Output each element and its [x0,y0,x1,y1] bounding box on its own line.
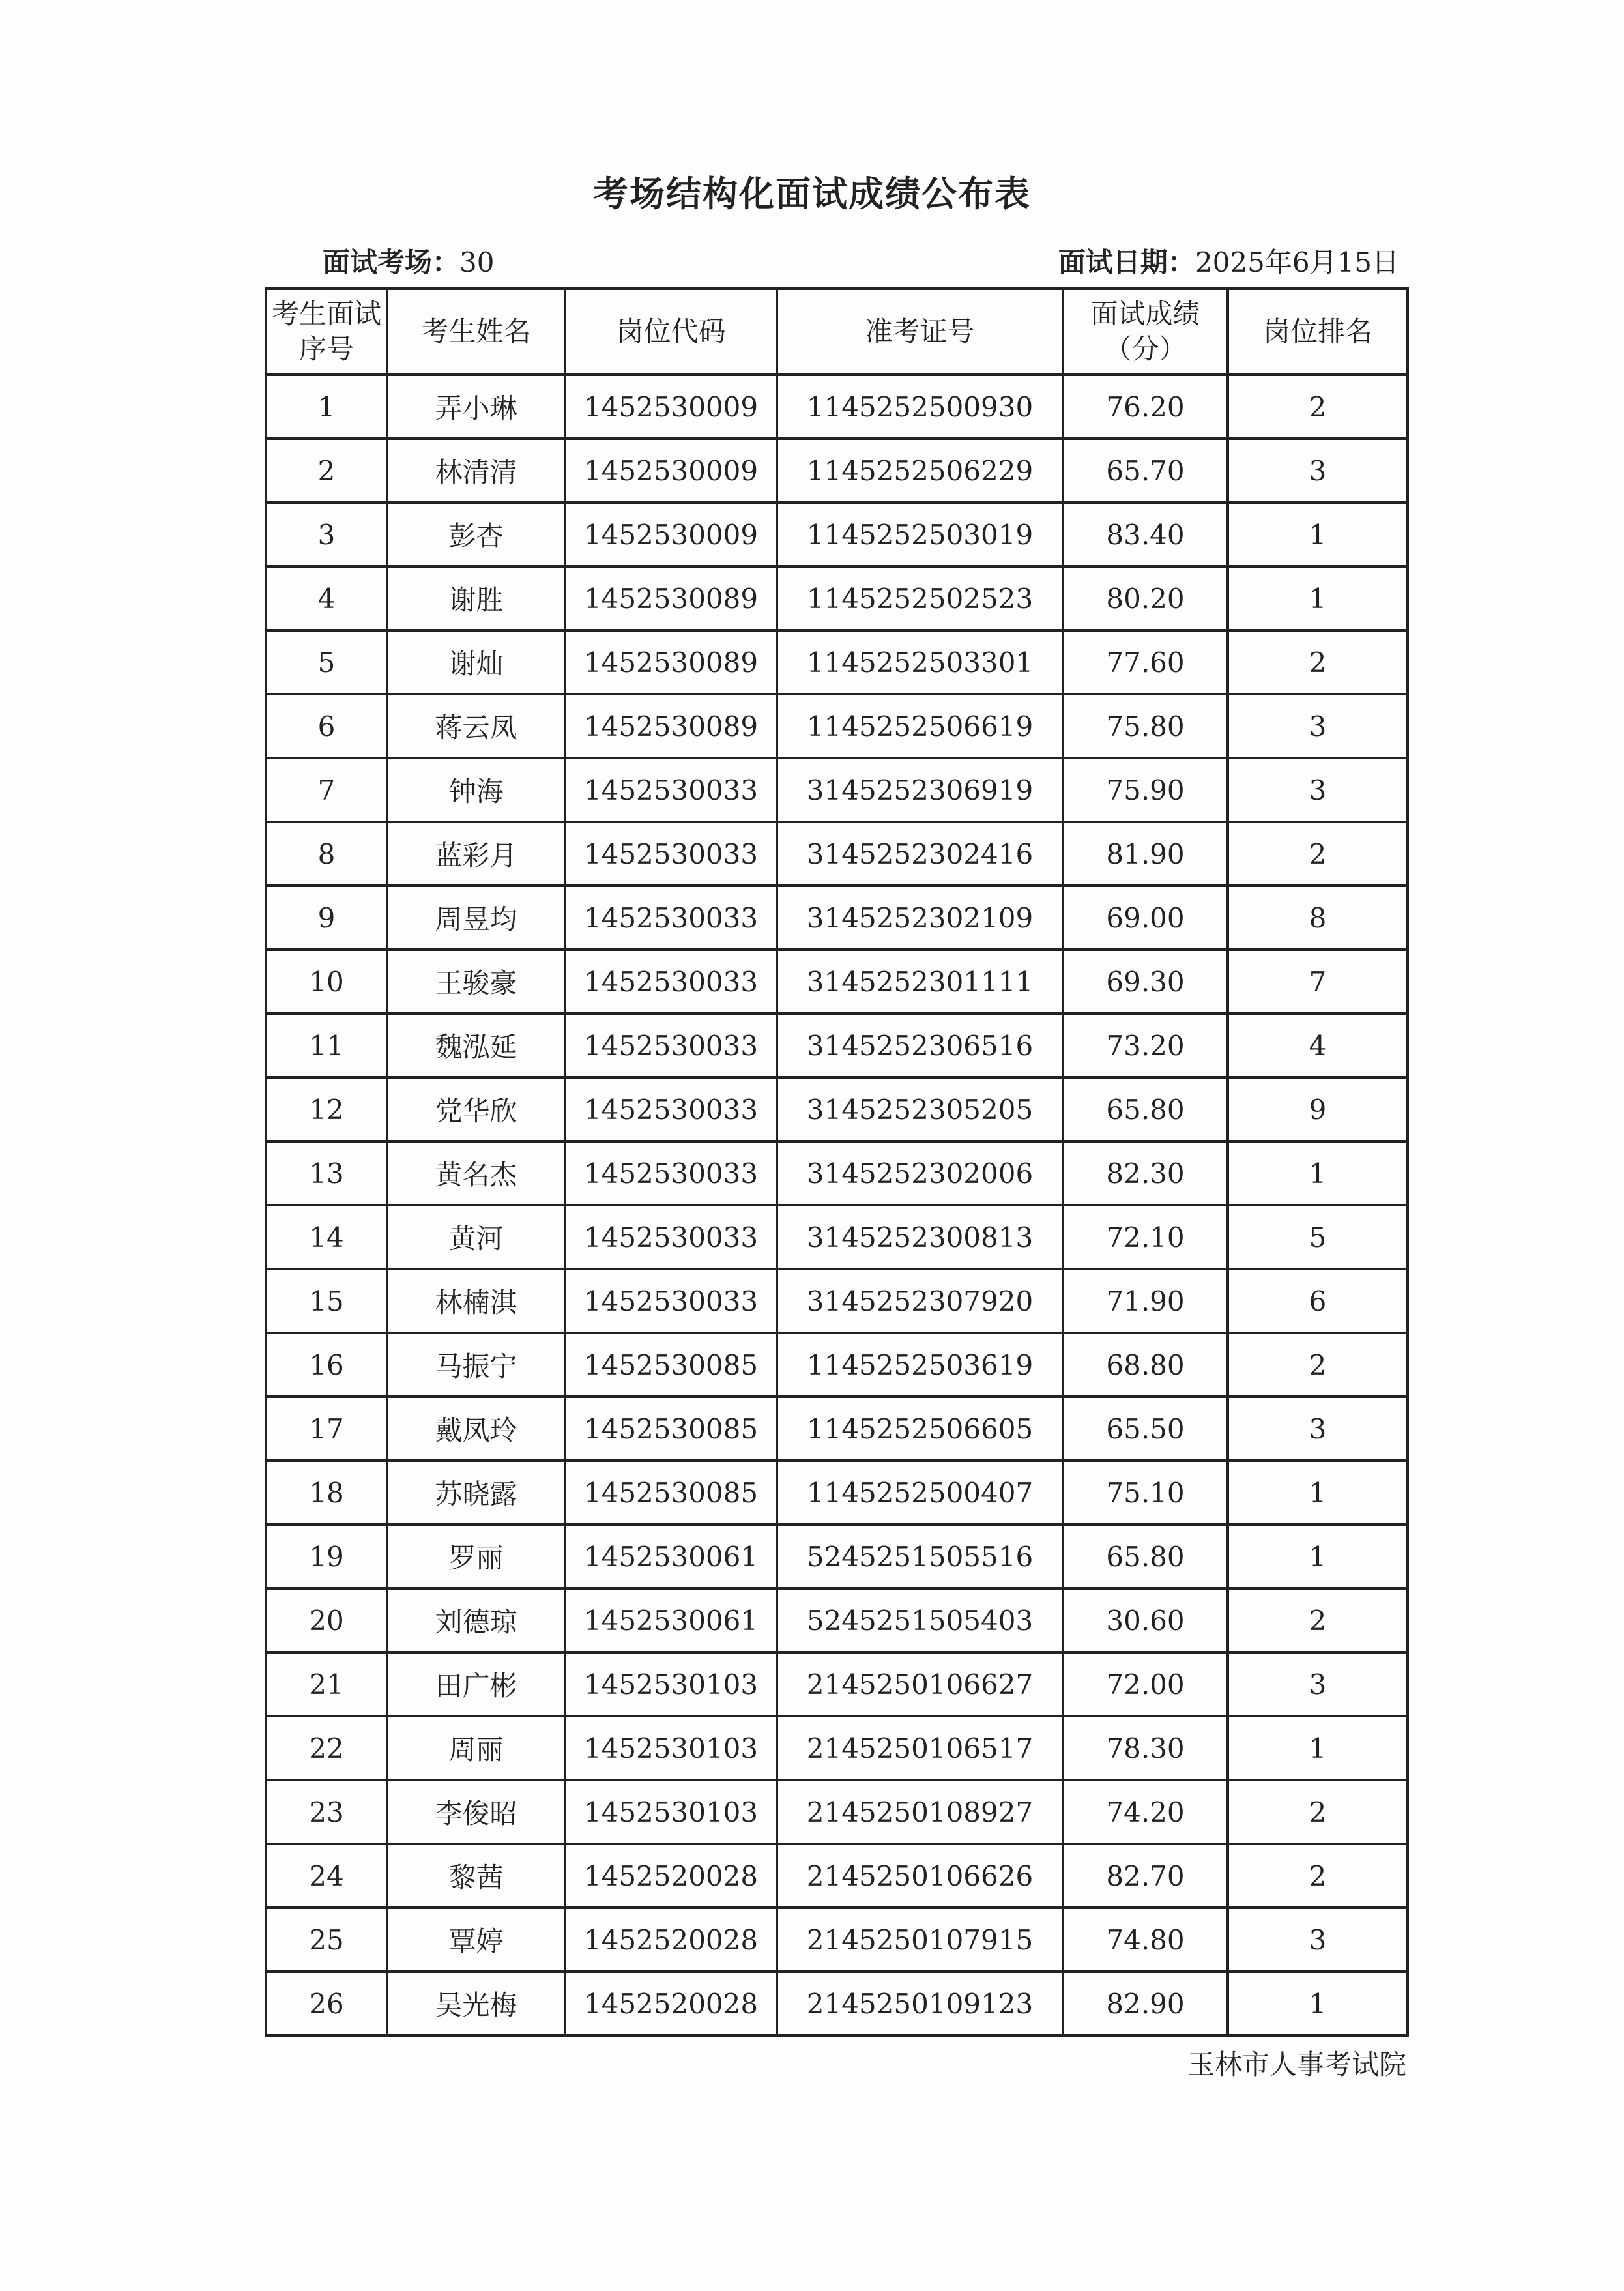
cell-rank: 2 [1228,630,1408,694]
cell-post-code: 1452520028 [565,1844,777,1908]
exam-room-label: 面试考场： [323,246,460,278]
cell-ticket-no: 1145252500930 [777,375,1063,439]
header-seq: 考生面试序号 [266,289,387,375]
cell-rank: 1 [1228,1972,1408,2036]
cell-rank: 3 [1228,1397,1408,1461]
issuer: 玉林市人事考试院 [1187,2049,1406,2080]
table-row [266,1205,1408,1269]
cell-score: 75.90 [1063,758,1228,822]
cell-score: 82.30 [1063,1141,1228,1205]
cell-seq: 6 [266,694,387,758]
table-row [266,1908,1408,1972]
cell-ticket-no: 3145252305205 [777,1077,1063,1141]
cell-name: 黄河 [387,1205,565,1269]
cell-name: 钟海 [387,758,565,822]
cell-rank: 2 [1228,1780,1408,1844]
cell-score: 83.40 [1063,503,1228,566]
cell-post-code: 1452530103 [565,1652,777,1716]
cell-score: 72.10 [1063,1205,1228,1269]
cell-seq: 21 [266,1652,387,1716]
cell-score: 75.80 [1063,694,1228,758]
cell-post-code: 1452530009 [565,375,777,439]
header-score: 面试成绩（分） [1063,289,1228,375]
table-row [266,1269,1408,1333]
table-row [266,1716,1408,1780]
cell-score: 77.60 [1063,630,1228,694]
cell-seq: 10 [266,950,387,1014]
cell-name: 罗丽 [387,1525,565,1588]
cell-seq: 8 [266,822,387,886]
cell-ticket-no: 2145250108927 [777,1780,1063,1844]
table-row [266,1525,1408,1588]
cell-name: 魏泓延 [387,1014,565,1077]
cell-seq: 11 [266,1014,387,1077]
table-row [266,758,1408,822]
cell-rank: 8 [1228,886,1408,950]
table-row [266,1972,1408,2036]
cell-post-code: 1452530033 [565,886,777,950]
cell-rank: 1 [1228,566,1408,630]
cell-post-code: 1452530033 [565,1269,777,1333]
cell-rank: 2 [1228,1844,1408,1908]
table-row [266,1333,1408,1397]
table-body [266,375,1408,2036]
cell-ticket-no: 3145252306919 [777,758,1063,822]
cell-name: 黎茜 [387,1844,565,1908]
table-row [266,950,1408,1014]
cell-name: 蓝彩月 [387,822,565,886]
cell-seq: 2 [266,439,387,503]
cell-seq: 17 [266,1397,387,1461]
cell-post-code: 1452530033 [565,1014,777,1077]
table-row [266,1077,1408,1141]
exam-date-value: 2025年6月15日 [1195,246,1399,278]
cell-seq: 16 [266,1333,387,1397]
table-row [266,375,1408,439]
cell-name: 党华欣 [387,1077,565,1141]
cell-rank: 1 [1228,1461,1408,1525]
cell-name: 苏晓露 [387,1461,565,1525]
cell-seq: 5 [266,630,387,694]
cell-rank: 1 [1228,503,1408,566]
cell-name: 李俊昭 [387,1780,565,1844]
cell-score: 65.70 [1063,439,1228,503]
cell-score: 74.20 [1063,1780,1228,1844]
cell-ticket-no: 3145252300813 [777,1205,1063,1269]
cell-rank: 6 [1228,1269,1408,1333]
cell-rank: 1 [1228,1716,1408,1780]
cell-post-code: 1452530033 [565,1077,777,1141]
cell-name: 谢灿 [387,630,565,694]
cell-seq: 15 [266,1269,387,1333]
cell-name: 吴光梅 [387,1972,565,2036]
table-row [266,886,1408,950]
table-row [266,1652,1408,1716]
cell-rank: 4 [1228,1014,1408,1077]
cell-ticket-no: 3145252302416 [777,822,1063,886]
cell-seq: 12 [266,1077,387,1141]
header-name: 考生姓名 [387,289,565,375]
cell-post-code: 1452530033 [565,822,777,886]
cell-score: 81.90 [1063,822,1228,886]
results-table [265,287,1409,2037]
cell-score: 68.80 [1063,1333,1228,1397]
cell-rank: 9 [1228,1077,1408,1141]
cell-name: 林清清 [387,439,565,503]
table-header-row [266,289,1408,375]
cell-name: 戴凤玲 [387,1397,565,1461]
table-row [266,630,1408,694]
cell-ticket-no: 1145252503019 [777,503,1063,566]
cell-seq: 18 [266,1461,387,1525]
cell-post-code: 1452530033 [565,1141,777,1205]
cell-rank: 7 [1228,950,1408,1014]
cell-ticket-no: 3145252307920 [777,1269,1063,1333]
cell-post-code: 1452530061 [565,1525,777,1588]
cell-ticket-no: 3145252306516 [777,1014,1063,1077]
cell-post-code: 1452530103 [565,1780,777,1844]
cell-rank: 3 [1228,758,1408,822]
cell-seq: 13 [266,1141,387,1205]
cell-ticket-no: 3145252302006 [777,1141,1063,1205]
cell-ticket-no: 1145252506619 [777,694,1063,758]
cell-name: 周昱均 [387,886,565,950]
header-ticket-no: 准考证号 [777,289,1063,375]
cell-post-code: 1452520028 [565,1908,777,1972]
table-row [266,1844,1408,1908]
cell-name: 弄小琳 [387,375,565,439]
cell-score: 65.50 [1063,1397,1228,1461]
cell-rank: 3 [1228,1652,1408,1716]
cell-ticket-no: 1145252503619 [777,1333,1063,1397]
cell-seq: 19 [266,1525,387,1588]
cell-name: 黄名杰 [387,1141,565,1205]
cell-rank: 3 [1228,1908,1408,1972]
table-row [266,1141,1408,1205]
header-rank: 岗位排名 [1228,289,1408,375]
cell-score: 82.90 [1063,1972,1228,2036]
table-row [266,1397,1408,1461]
cell-seq: 20 [266,1588,387,1652]
cell-seq: 1 [266,375,387,439]
cell-post-code: 1452530033 [565,950,777,1014]
cell-ticket-no: 2145250107915 [777,1908,1063,1972]
exam-date-label: 面试日期： [1058,246,1195,278]
cell-score: 82.70 [1063,1844,1228,1908]
cell-score: 65.80 [1063,1525,1228,1588]
cell-ticket-no: 5245251505516 [777,1525,1063,1588]
cell-post-code: 1452530033 [565,1205,777,1269]
exam-date [1058,241,1399,280]
cell-ticket-no: 1145252506605 [777,1397,1063,1461]
cell-name: 覃婷 [387,1908,565,1972]
cell-post-code: 1452530009 [565,503,777,566]
table-row [266,1014,1408,1077]
exam-room [323,241,494,280]
cell-ticket-no: 3145252301111 [777,950,1063,1014]
cell-seq: 26 [266,1972,387,2036]
cell-score: 74.80 [1063,1908,1228,1972]
cell-ticket-no: 1145252506229 [777,439,1063,503]
cell-ticket-no: 1145252500407 [777,1461,1063,1525]
cell-rank: 3 [1228,439,1408,503]
cell-post-code: 1452520028 [565,1972,777,2036]
table-row [266,1461,1408,1525]
exam-room-value: 30 [459,246,495,278]
cell-name: 林楠淇 [387,1269,565,1333]
cell-rank: 2 [1228,822,1408,886]
cell-seq: 4 [266,566,387,630]
cell-post-code: 1452530089 [565,630,777,694]
cell-post-code: 1452530085 [565,1397,777,1461]
cell-rank: 5 [1228,1205,1408,1269]
cell-name: 彭杏 [387,503,565,566]
table-row [266,1588,1408,1652]
cell-post-code: 1452530061 [565,1588,777,1652]
cell-score: 71.90 [1063,1269,1228,1333]
cell-seq: 24 [266,1844,387,1908]
cell-seq: 7 [266,758,387,822]
cell-name: 田广彬 [387,1652,565,1716]
cell-score: 72.00 [1063,1652,1228,1716]
cell-seq: 14 [266,1205,387,1269]
cell-ticket-no: 1145252503301 [777,630,1063,694]
cell-rank: 2 [1228,1333,1408,1397]
cell-post-code: 1452530033 [565,758,777,822]
cell-post-code: 1452530009 [565,439,777,503]
cell-seq: 9 [266,886,387,950]
cell-seq: 3 [266,503,387,566]
cell-seq: 23 [266,1780,387,1844]
cell-score: 73.20 [1063,1014,1228,1077]
cell-name: 蒋云凤 [387,694,565,758]
cell-rank: 1 [1228,1141,1408,1205]
cell-rank: 1 [1228,1525,1408,1588]
cell-score: 30.60 [1063,1588,1228,1652]
cell-name: 周丽 [387,1716,565,1780]
cell-post-code: 1452530089 [565,566,777,630]
cell-score: 75.10 [1063,1461,1228,1525]
cell-ticket-no: 2145250109123 [777,1972,1063,2036]
table-row [266,694,1408,758]
cell-post-code: 1452530089 [565,694,777,758]
cell-rank: 2 [1228,1588,1408,1652]
cell-name: 谢胜 [387,566,565,630]
table-row [266,566,1408,630]
cell-ticket-no: 2145250106517 [777,1716,1063,1780]
cell-post-code: 1452530085 [565,1333,777,1397]
cell-post-code: 1452530085 [565,1461,777,1525]
page-title: 考场结构化面试成绩公布表 [593,173,1031,214]
cell-seq: 25 [266,1908,387,1972]
cell-ticket-no: 2145250106626 [777,1844,1063,1908]
table-row [266,439,1408,503]
cell-score: 65.80 [1063,1077,1228,1141]
cell-score: 69.30 [1063,950,1228,1014]
cell-ticket-no: 1145252502523 [777,566,1063,630]
cell-rank: 3 [1228,694,1408,758]
table-row [266,822,1408,886]
table-row [266,1780,1408,1844]
cell-name: 马振宁 [387,1333,565,1397]
cell-post-code: 1452530103 [565,1716,777,1780]
cell-ticket-no: 5245251505403 [777,1588,1063,1652]
table-row [266,503,1408,566]
cell-name: 王骏豪 [387,950,565,1014]
cell-ticket-no: 2145250106627 [777,1652,1063,1716]
cell-score: 76.20 [1063,375,1228,439]
cell-score: 80.20 [1063,566,1228,630]
cell-seq: 22 [266,1716,387,1780]
header-post-code: 岗位代码 [565,289,777,375]
cell-score: 69.00 [1063,886,1228,950]
cell-ticket-no: 3145252302109 [777,886,1063,950]
cell-score: 78.30 [1063,1716,1228,1780]
cell-name: 刘德琼 [387,1588,565,1652]
cell-rank: 2 [1228,375,1408,439]
